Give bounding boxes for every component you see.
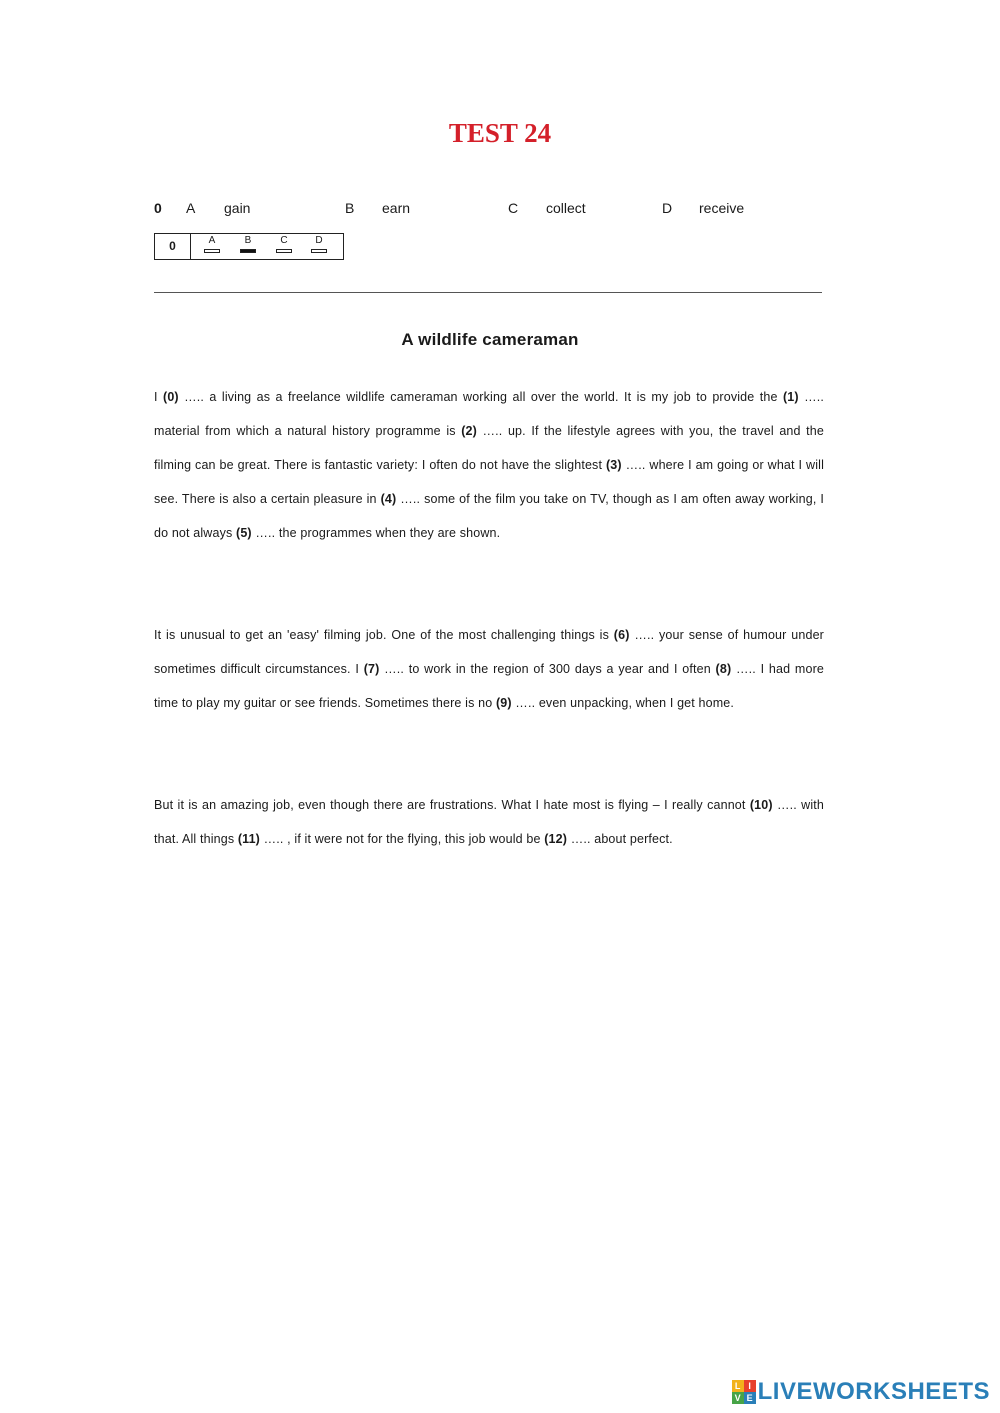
example-option-c-word: collect [546, 200, 586, 216]
logo-tile: V [732, 1392, 744, 1404]
page-title: TEST 24 [448, 118, 552, 148]
passage-paragraph-1: I (0) ….. a living as a freelance wildlife cameraman working all over the world. It is my job to provide the (1) ….. material from which a natural history programme is (2) ….. up. If the lifestyle agrees with you, the travel and the filming can be great. There is fantastic variety: I often do not have the slightest (3) ….. where I am going or what I will see. There is also a certain pleasure in (4) ….. some of the film you take on TV, though as I am often away working, I do not always (5) ….. the programmes when they are shown. [154, 390, 825, 540]
example-option-b-word: earn [382, 200, 411, 216]
answer-bubble-label: C [280, 235, 288, 246]
answer-bubble-label: A [208, 235, 216, 246]
passage-paragraph-3: But it is an amazing job, even though there are frustrations. What I hate most is flying – I really cannot (10) ….. with that. All things (11) ….. , if it were not for the flying, this job would be (12) ….. about perfect. [154, 798, 824, 846]
logo-tile: L [732, 1380, 744, 1392]
example-option-a-letter: A [186, 200, 196, 216]
answer-bubble-c [275, 236, 293, 253]
passage-title: A wildlife cameraman [401, 330, 579, 349]
answer-bubble-a [203, 236, 221, 253]
divider-line [154, 292, 822, 293]
example-option-b-letter: B [345, 200, 355, 216]
example-answer-box [154, 233, 344, 260]
example-option-a-word: gain [224, 200, 251, 216]
example-option-d-word: receive [699, 200, 745, 216]
liveworksheets-logo[interactable] [732, 1377, 990, 1407]
answer-bubble-d [310, 236, 328, 253]
answer-bubble-mark [276, 249, 292, 253]
example-option-c-letter: C [508, 200, 519, 216]
liveworksheets-logo-text: LIVEWORKSHEETS [757, 1378, 990, 1405]
example-number: 0 [154, 200, 162, 216]
answer-bubble-label: B [244, 235, 252, 246]
example-option-d-letter: D [662, 200, 673, 216]
answer-bubble-mark [204, 249, 220, 253]
answer-bubble-mark [240, 249, 256, 253]
liveworksheets-logo-icon [732, 1380, 756, 1404]
answer-box-number: 0 [155, 234, 191, 259]
passage-paragraph-2: It is unusual to get an 'easy' filming job. One of the most challenging things is (6) ….. your sense of humour under sometimes difficult circumstances. I (7) ….. to work in the region of 300 days a year and I often (8) ….. I had more time to play my guitar or see friends. Sometimes there is no (9) ….. even unpacking, when I get home. [154, 628, 824, 710]
answer-bubble-b [239, 236, 257, 253]
logo-tile: E [744, 1392, 756, 1404]
answer-bubble-mark [311, 249, 327, 253]
logo-tile: I [744, 1380, 756, 1392]
answer-bubble-label: D [315, 235, 323, 246]
